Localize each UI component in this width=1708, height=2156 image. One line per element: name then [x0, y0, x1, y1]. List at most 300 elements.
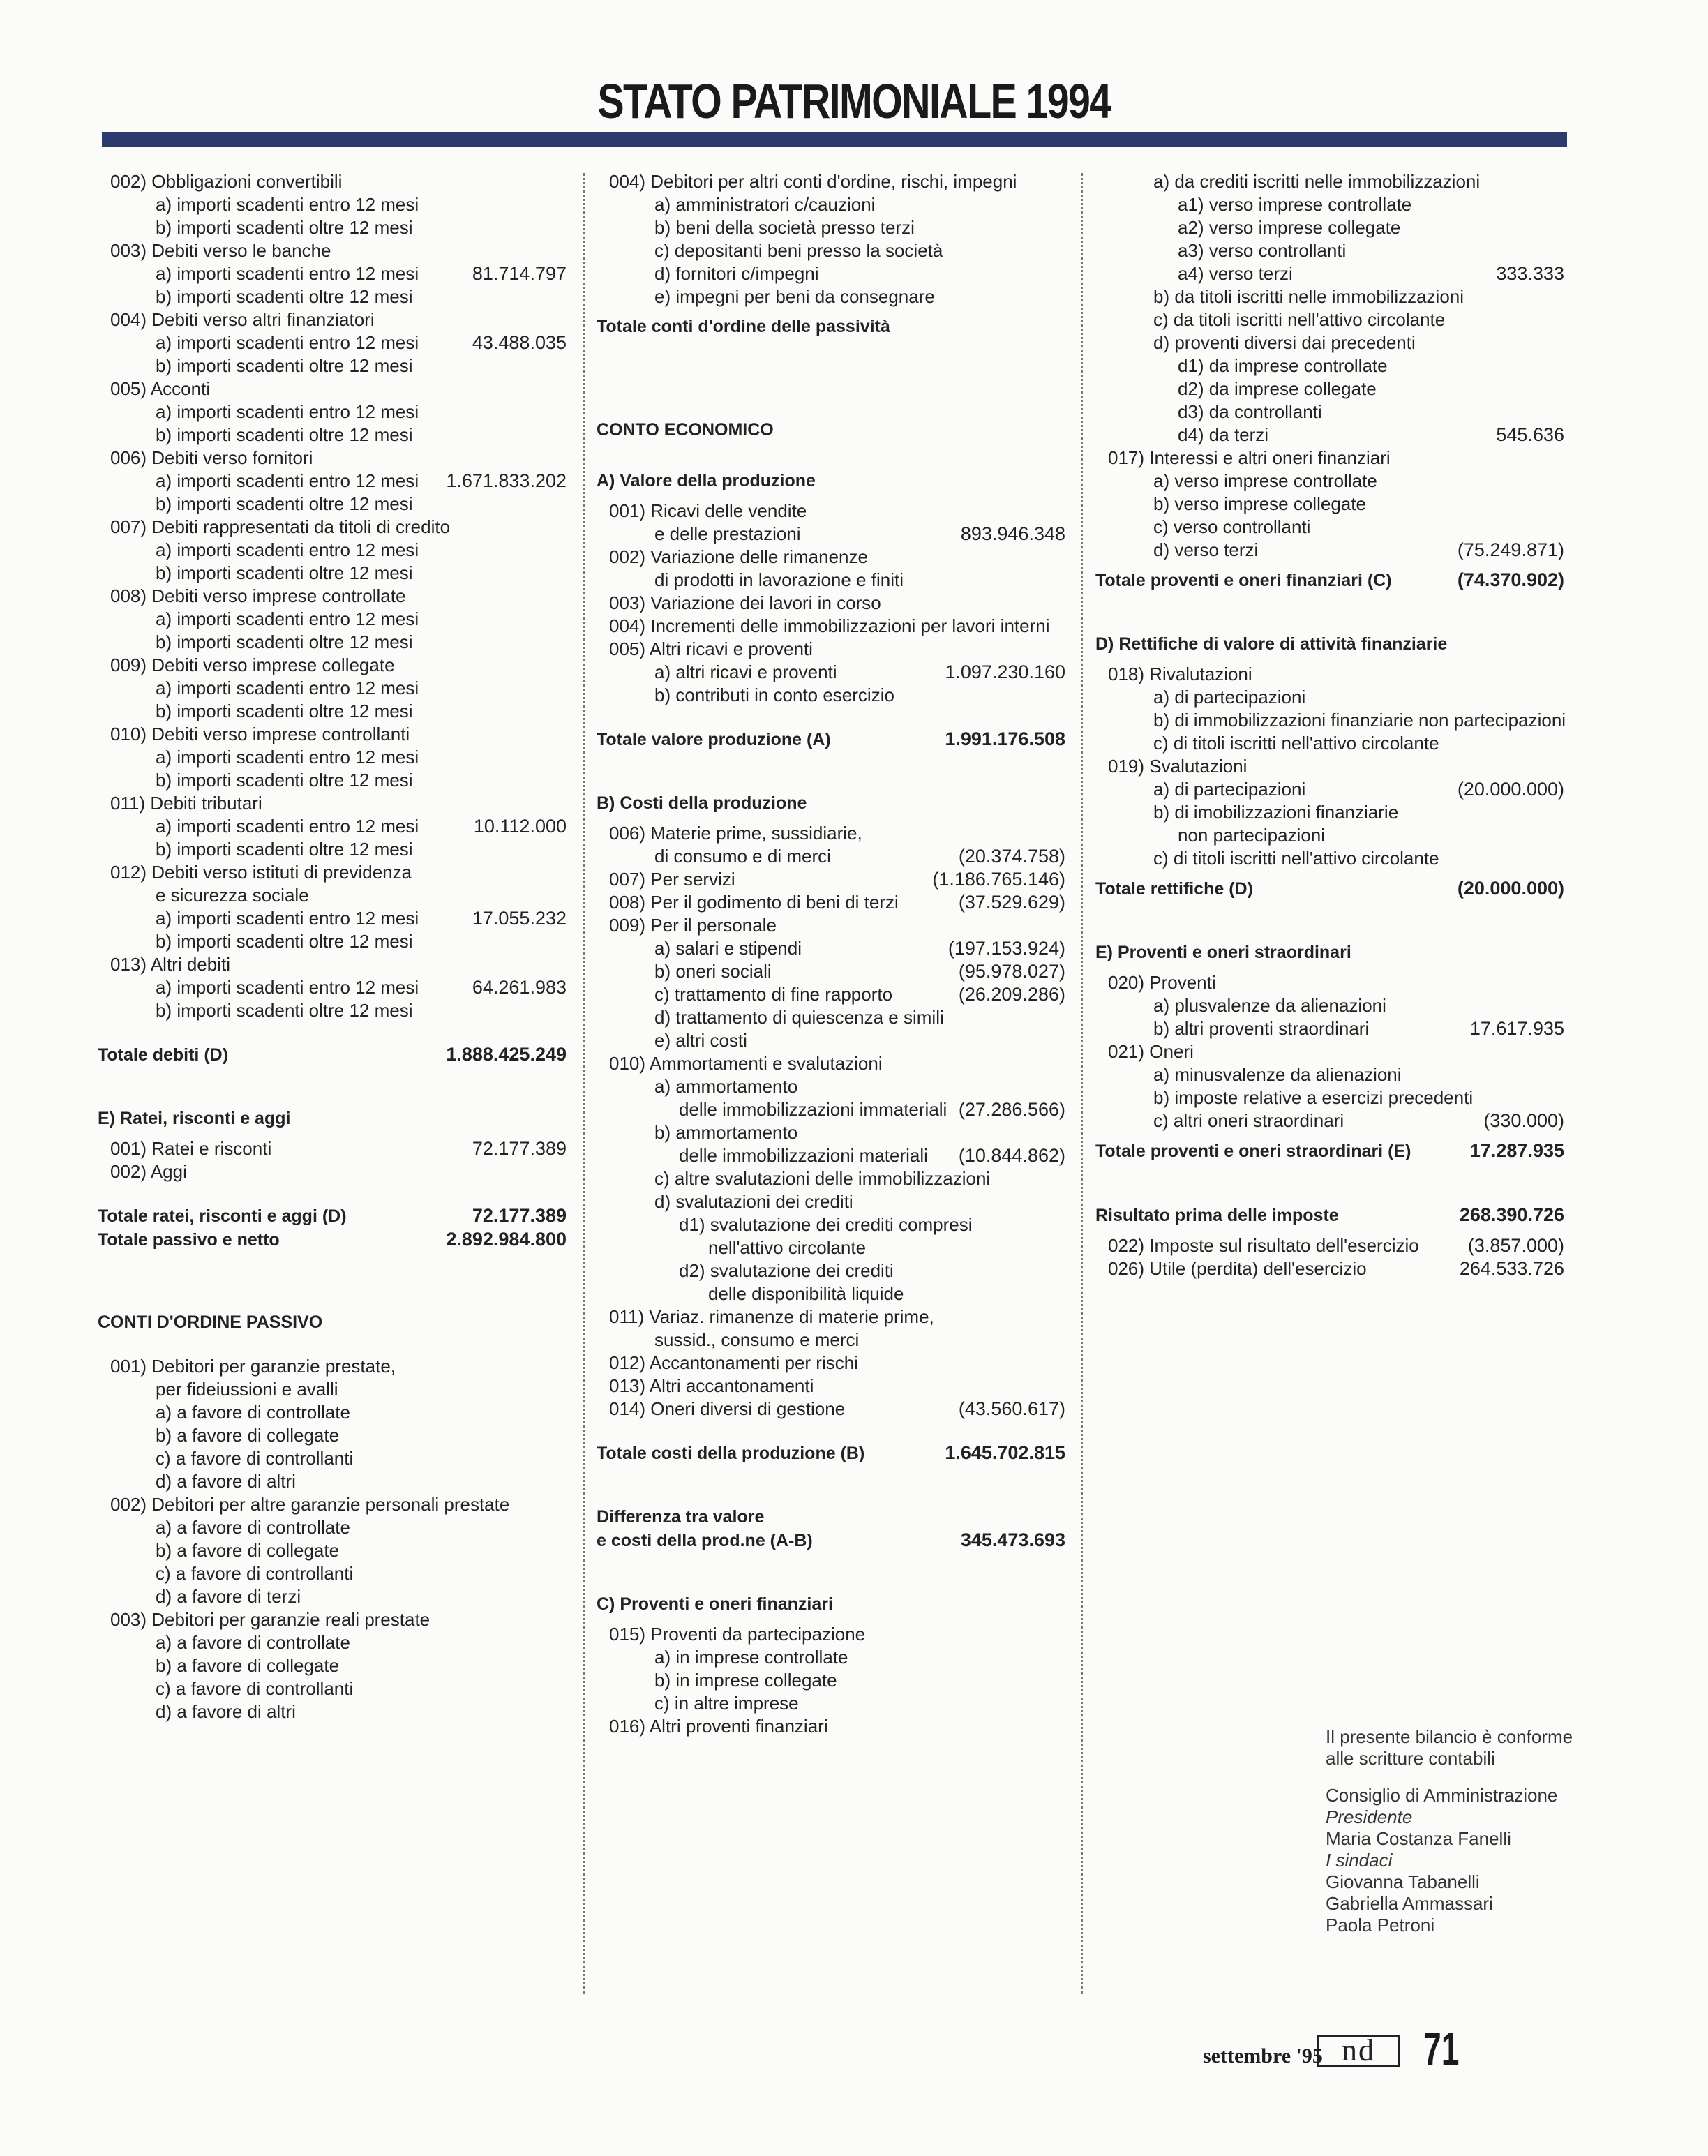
line-item — [597, 1167, 1065, 1190]
line-item — [98, 562, 567, 585]
line-item — [597, 239, 1065, 262]
magazine-logo: nd — [1317, 2035, 1400, 2067]
line-label: d) a favore di altri — [156, 1471, 296, 1492]
line-label: 013) Altri debiti — [110, 954, 230, 975]
section-heading-row — [98, 1228, 567, 1252]
line-label: c) di titoli iscritti nell'attivo circolante — [1153, 733, 1439, 754]
line-label: d) verso terzi — [1153, 539, 1259, 560]
line-label: Totale passivo e netto — [98, 1230, 280, 1250]
line-amount: (37.529.629) — [958, 892, 1065, 913]
line-item — [1095, 732, 1564, 755]
line-item — [597, 1259, 1065, 1282]
line-item — [597, 914, 1065, 937]
line-label: c) trattamento di fine rapporto — [654, 984, 893, 1005]
spacer — [597, 338, 1065, 398]
line-label: 011) Variaz. rimanenze di materie prime, — [609, 1306, 934, 1327]
line-item — [98, 654, 567, 677]
line-item — [1095, 516, 1564, 539]
line-label: e) altri costi — [654, 1030, 747, 1051]
line-label: b) da titoli iscritti nelle immobilizzazioni — [1153, 286, 1464, 307]
line-item — [597, 1646, 1065, 1669]
line-amount: 893.946.348 — [960, 523, 1065, 544]
line-label: E) Ratei, risconti e aggi — [98, 1109, 291, 1128]
line-item — [98, 1378, 567, 1401]
line-label: b) importi scadenti oltre 12 mesi — [156, 631, 413, 652]
line-label: c) da titoli iscritti nell'attivo circolante — [1153, 309, 1446, 330]
line-item — [597, 193, 1065, 216]
line-item — [597, 262, 1065, 285]
line-amount: 345.473.693 — [960, 1529, 1065, 1550]
line-label: 021) Oneri — [1108, 1041, 1194, 1062]
line-label: a) minusvalenze da alienazioni — [1153, 1064, 1402, 1085]
spacer — [1095, 901, 1564, 941]
line-label: d2) svalutazione dei crediti — [679, 1260, 894, 1281]
line-label: nell'attivo circolante — [708, 1237, 867, 1258]
spacer — [597, 707, 1065, 728]
section-heading-row — [98, 1204, 567, 1228]
section-heading-row — [1095, 877, 1564, 901]
line-item — [98, 884, 567, 907]
note-line: I sindaci — [1326, 1850, 1393, 1871]
line-label: d) fornitori c/impegni — [654, 263, 819, 284]
line-item — [597, 661, 1065, 684]
line-item — [1095, 1086, 1564, 1109]
section-heading-row — [597, 1506, 1065, 1529]
line-item — [597, 1328, 1065, 1352]
line-item — [597, 1006, 1065, 1029]
section-heading-row — [597, 1442, 1065, 1465]
line-label: 009) Debiti verso imprese collegate — [110, 654, 395, 675]
spacer — [597, 751, 1065, 792]
note-line: Consiglio di Amministrazione — [1326, 1785, 1558, 1806]
spacer — [98, 1067, 567, 1107]
line-label: sussid., consumo e merci — [654, 1329, 860, 1350]
note-line: Maria Costanza Fanelli — [1326, 1828, 1511, 1849]
line-item — [597, 569, 1065, 592]
line-item — [98, 1516, 567, 1539]
line-amount: 1.888.425.249 — [446, 1044, 567, 1065]
line-item — [98, 1585, 567, 1608]
section-heading-row — [597, 792, 1065, 815]
line-label: a) importi scadenti entro 12 mesi — [156, 470, 419, 491]
line-item — [98, 516, 567, 539]
line-item — [1095, 971, 1564, 994]
line-label: 004) Debiti verso altri finanziatori — [110, 309, 375, 330]
line-label: b) importi scadenti oltre 12 mesi — [156, 931, 413, 952]
line-label: e costi della prod.ne (A-B) — [597, 1531, 813, 1550]
line-label: 007) Per servizi — [609, 869, 735, 890]
note-line: Giovanna Tabanelli — [1326, 1871, 1480, 1892]
line-label: c) di titoli iscritti nell'attivo circolante — [1153, 848, 1439, 869]
line-label: c) a favore di controllanti — [156, 1678, 354, 1699]
line-label: delle immobilizzazioni materiali — [679, 1145, 928, 1166]
spacer — [1095, 964, 1564, 971]
line-item — [1095, 424, 1564, 447]
line-amount: (330.000) — [1483, 1110, 1564, 1131]
line-item — [98, 1160, 567, 1183]
section-heading-row — [597, 1593, 1065, 1616]
spacer — [1095, 562, 1564, 569]
line-item — [98, 1631, 567, 1654]
line-label: a) da crediti iscritti nelle immobilizzazioni — [1153, 171, 1481, 192]
line-label: b) importi scadenti oltre 12 mesi — [156, 217, 413, 238]
line-amount: (74.370.902) — [1457, 569, 1564, 590]
line-label: d1) da imprese controllate — [1178, 355, 1388, 376]
line-item — [1095, 285, 1564, 308]
line-label: 006) Debiti verso fornitori — [110, 447, 313, 468]
line-label: C) Proventi e oneri finanziari — [597, 1594, 833, 1614]
section-heading-row — [1095, 569, 1564, 592]
line-item — [597, 216, 1065, 239]
line-label: E) Proventi e oneri straordinari — [1095, 943, 1351, 962]
line-label: D) Rettifiche di valore di attività finanziarie — [1095, 634, 1448, 654]
line-label: b) altri proventi straordinari — [1153, 1018, 1370, 1039]
line-label: 019) Svalutazioni — [1108, 756, 1248, 777]
line-label: 001) Ricavi delle vendite — [609, 500, 807, 521]
line-item — [98, 1562, 567, 1585]
line-label: 002) Debitori per altre garanzie personali prestate — [110, 1494, 510, 1515]
line-label: 002) Obbligazioni convertibili — [110, 171, 343, 192]
line-label: d) proventi diversi dai precedenti — [1153, 332, 1416, 353]
line-label: Totale ratei, risconti e aggi (D) — [98, 1206, 347, 1226]
line-label: 011) Debiti tributari — [110, 793, 262, 814]
section-heading-row — [597, 1529, 1065, 1552]
line-item — [98, 170, 567, 193]
line-label: b) importi scadenti oltre 12 mesi — [156, 770, 413, 791]
line-label: a) altri ricavi e proventi — [654, 661, 837, 682]
line-item — [98, 1470, 567, 1493]
line-label: B) Costi della produzione — [597, 793, 807, 813]
line-amount: (75.249.871) — [1457, 539, 1564, 560]
line-label: CONTI D'ORDINE PASSIVO — [98, 1312, 323, 1332]
section-heading-row — [98, 1311, 567, 1334]
spacer — [1095, 1132, 1564, 1139]
line-item — [98, 953, 567, 976]
line-label: a) a favore di controllate — [156, 1632, 350, 1653]
line-label: non partecipazioni — [1178, 825, 1326, 846]
line-label: a) in imprese controllate — [654, 1647, 848, 1668]
line-label: b) importi scadenti oltre 12 mesi — [156, 839, 413, 860]
line-item — [597, 1623, 1065, 1646]
line-amount: 545.636 — [1496, 424, 1564, 445]
line-label: 007) Debiti rappresentati da titoli di credito — [110, 516, 451, 537]
line-item — [98, 239, 567, 262]
line-item — [1095, 216, 1564, 239]
line-label: 003) Debiti verso le banche — [110, 240, 331, 261]
line-item — [1095, 308, 1564, 331]
line-amount: 1.645.702.815 — [945, 1442, 1065, 1463]
line-item — [98, 907, 567, 930]
line-item — [597, 983, 1065, 1006]
line-amount: (197.153.924) — [947, 938, 1065, 959]
line-amount: (43.560.617) — [958, 1398, 1065, 1419]
line-item — [597, 1282, 1065, 1305]
line-label: d4) da terzi — [1178, 424, 1269, 445]
line-item — [597, 1213, 1065, 1236]
line-item — [597, 1692, 1065, 1715]
line-label: b) di immobilizzazioni finanziarie non partecipazioni — [1153, 710, 1566, 731]
note-line: Paola Petroni — [1326, 1915, 1435, 1936]
line-item — [597, 592, 1065, 615]
line-item — [98, 1700, 567, 1723]
line-label: b) a favore di collegate — [156, 1425, 340, 1446]
line-label: 018) Rivalutazioni — [1108, 664, 1252, 684]
line-item — [98, 1677, 567, 1700]
line-label: 005) Altri ricavi e proventi — [609, 638, 813, 659]
line-label: 017) Interessi e altri oneri finanziari — [1108, 447, 1391, 468]
line-item — [98, 1539, 567, 1562]
line-item — [597, 891, 1065, 914]
line-label: a) verso imprese controllate — [1153, 470, 1377, 491]
line-item — [1095, 400, 1564, 424]
line-label: Totale proventi e oneri straordinari (E) — [1095, 1141, 1411, 1161]
line-label: a) importi scadenti entro 12 mesi — [156, 977, 419, 998]
section-heading-row — [98, 1107, 567, 1130]
line-item — [597, 822, 1065, 845]
line-item — [597, 960, 1065, 983]
line-label: 009) Per il personale — [609, 915, 777, 936]
spacer — [597, 1421, 1065, 1442]
line-label: 003) Debitori per garanzie reali prestate — [110, 1609, 430, 1630]
line-label: a) salari e stipendi — [654, 938, 802, 959]
line-label: Totale debiti (D) — [98, 1045, 229, 1065]
line-item — [597, 500, 1065, 523]
line-item — [98, 631, 567, 654]
line-item — [597, 170, 1065, 193]
line-label: a) importi scadenti entro 12 mesi — [156, 908, 419, 929]
line-label: b) contributi in conto esercizio — [654, 684, 894, 705]
line-label: delle immobilizzazioni immateriali — [679, 1099, 947, 1120]
line-item — [1095, 778, 1564, 801]
line-item — [597, 1236, 1065, 1259]
line-item — [98, 792, 567, 815]
line-item — [597, 1669, 1065, 1692]
line-item — [597, 868, 1065, 891]
line-item — [1095, 539, 1564, 562]
line-amount: 1.671.833.202 — [446, 470, 567, 491]
line-label: d1) svalutazione dei crediti compresi — [679, 1214, 973, 1235]
line-item — [98, 746, 567, 769]
line-item — [98, 815, 567, 838]
page-title: STATO PATRIMONIALE 1994 — [597, 74, 1111, 128]
line-label: a) importi scadenti entro 12 mesi — [156, 401, 419, 422]
spacer — [597, 463, 1065, 470]
spacer — [597, 493, 1065, 500]
note-line: alle scritture contabili — [1326, 1748, 1495, 1769]
spacer — [98, 1022, 567, 1043]
line-label: a) a favore di controllate — [156, 1402, 350, 1423]
line-amount: 72.177.389 — [472, 1138, 567, 1159]
line-amount: (10.844.862) — [958, 1145, 1065, 1166]
line-label: e delle prestazioni — [654, 523, 801, 544]
line-item — [1095, 447, 1564, 470]
spacer — [98, 1130, 567, 1137]
line-label: b) oneri sociali — [654, 961, 772, 982]
line-item — [1095, 847, 1564, 870]
line-item — [98, 769, 567, 792]
line-item — [98, 193, 567, 216]
line-label: 022) Imposte sul risultato dell'esercizio — [1108, 1235, 1419, 1256]
line-item — [597, 1052, 1065, 1075]
section-heading-row — [597, 728, 1065, 751]
line-item — [98, 354, 567, 377]
line-label: 008) Per il godimento di beni di terzi — [609, 892, 899, 913]
line-item — [1095, 1040, 1564, 1063]
line-label: 001) Debitori per garanzie prestate, — [110, 1356, 396, 1377]
line-label: Risultato prima delle imposte — [1095, 1206, 1339, 1225]
line-label: b) importi scadenti oltre 12 mesi — [156, 424, 413, 445]
line-label: 005) Acconti — [110, 378, 211, 399]
line-label: a4) verso terzi — [1178, 263, 1293, 284]
spacer — [597, 1465, 1065, 1506]
line-label: a1) verso imprese controllate — [1178, 194, 1412, 215]
line-item — [1095, 331, 1564, 354]
line-amount: 268.390.726 — [1459, 1204, 1564, 1225]
note-line: Presidente — [1326, 1806, 1413, 1827]
line-label: di prodotti in lavorazione e finiti — [654, 569, 904, 590]
line-item — [98, 1493, 567, 1516]
line-item — [1095, 663, 1564, 686]
line-amount: (20.374.758) — [958, 846, 1065, 867]
line-label: b) verso imprese collegate — [1153, 493, 1366, 514]
line-item — [1095, 377, 1564, 400]
line-label: 012) Debiti verso istituti di previdenza — [110, 862, 412, 883]
line-item — [1095, 170, 1564, 193]
line-amount: 1.097.230.160 — [945, 661, 1065, 682]
line-item — [597, 1715, 1065, 1738]
line-label: 004) Incrementi delle immobilizzazioni per lavori interni — [609, 615, 1050, 636]
line-label: 003) Variazione dei lavori in corso — [609, 592, 881, 613]
line-item — [98, 447, 567, 470]
line-label: c) verso controllanti — [1153, 516, 1311, 537]
line-label: d) a favore di altri — [156, 1701, 296, 1722]
line-amount: (20.000.000) — [1457, 779, 1564, 800]
line-item — [98, 400, 567, 424]
line-item — [597, 1075, 1065, 1098]
section-heading-row — [1095, 633, 1564, 656]
line-label: b) a favore di collegate — [156, 1540, 340, 1561]
line-label: a) di partecipazioni — [1153, 779, 1306, 800]
line-amount: 2.892.984.800 — [446, 1229, 567, 1250]
line-label: c) altre svalutazioni delle immobilizzazioni — [654, 1168, 991, 1189]
line-label: 020) Proventi — [1108, 972, 1216, 993]
line-item — [597, 1305, 1065, 1328]
line-label: Totale rettifiche (D) — [1095, 879, 1253, 899]
line-item — [597, 638, 1065, 661]
line-item — [98, 1608, 567, 1631]
line-item — [597, 1398, 1065, 1421]
line-item — [1095, 1017, 1564, 1040]
line-label: b) importi scadenti oltre 12 mesi — [156, 355, 413, 376]
line-amount: 17.287.935 — [1469, 1140, 1564, 1161]
line-amount: 17.055.232 — [472, 908, 567, 929]
line-label: 006) Materie prime, sussidiarie, — [609, 823, 862, 844]
line-item — [98, 493, 567, 516]
line-item — [1095, 1257, 1564, 1280]
line-label: e sicurezza sociale — [156, 885, 309, 906]
line-label: d) a favore di terzi — [156, 1586, 301, 1607]
line-label: 010) Ammortamenti e svalutazioni — [609, 1053, 883, 1074]
line-item — [597, 1029, 1065, 1052]
spacer — [597, 1552, 1065, 1593]
column-passivo — [98, 170, 567, 1723]
line-item — [1095, 1109, 1564, 1132]
line-amount: (26.209.286) — [958, 984, 1065, 1005]
spacer — [1326, 1769, 1573, 1785]
line-label: e) impegni per beni da consegnare — [654, 286, 935, 307]
line-amount: 264.533.726 — [1459, 1258, 1564, 1279]
line-label: a) importi scadenti entro 12 mesi — [156, 816, 419, 837]
line-item — [98, 608, 567, 631]
line-item — [98, 838, 567, 861]
line-item — [1095, 239, 1564, 262]
line-label: a) importi scadenti entro 12 mesi — [156, 747, 419, 768]
line-item — [98, 861, 567, 884]
line-label: c) depositanti beni presso la società — [654, 240, 943, 261]
line-label: delle disponibilità liquide — [708, 1283, 904, 1304]
line-amount: 64.261.983 — [472, 977, 567, 998]
line-item — [1095, 994, 1564, 1017]
line-item — [98, 539, 567, 562]
line-item — [1095, 824, 1564, 847]
spacer — [597, 308, 1065, 315]
line-item — [1095, 193, 1564, 216]
line-label: 015) Proventi da partecipazione — [609, 1624, 866, 1645]
line-item — [597, 285, 1065, 308]
section-heading-row — [597, 315, 1065, 338]
line-item — [98, 585, 567, 608]
line-amount: 333.333 — [1496, 263, 1564, 284]
line-item — [98, 1654, 567, 1677]
line-label: b) a favore di collegate — [156, 1655, 340, 1676]
line-label: A) Valore della produzione — [597, 471, 816, 491]
line-label: c) a favore di controllanti — [156, 1563, 354, 1584]
column-conto-economico — [597, 170, 1065, 1738]
line-label: b) imposte relative a esercizi precedenti — [1153, 1087, 1474, 1108]
column-divider — [1081, 173, 1083, 1994]
line-item — [98, 677, 567, 700]
line-label: 002) Aggi — [110, 1161, 187, 1182]
line-label: b) ammortamento — [654, 1122, 798, 1143]
line-label: 001) Ratei e risconti — [110, 1138, 272, 1159]
line-item — [98, 999, 567, 1022]
line-item — [597, 1190, 1065, 1213]
line-item — [1095, 493, 1564, 516]
line-item — [98, 1355, 567, 1378]
line-label: b) importi scadenti oltre 12 mesi — [156, 701, 413, 721]
line-amount: 43.488.035 — [472, 332, 567, 353]
line-label: 016) Altri proventi finanziari — [609, 1716, 828, 1737]
line-label: a) importi scadenti entro 12 mesi — [156, 678, 419, 698]
section-heading-row — [597, 419, 1065, 442]
spacer — [1095, 1227, 1564, 1234]
line-item — [597, 937, 1065, 960]
line-label: b) di imobilizzazioni finanziarie — [1153, 802, 1399, 823]
line-item — [98, 930, 567, 953]
line-item — [98, 285, 567, 308]
section-heading-row — [1095, 1139, 1564, 1163]
section-heading-row — [1095, 941, 1564, 964]
line-item — [597, 1375, 1065, 1398]
issue-date: settembre '95 — [1203, 2044, 1323, 2067]
line-label: c) a favore di controllanti — [156, 1448, 354, 1469]
line-item — [1095, 354, 1564, 377]
line-item — [98, 1447, 567, 1470]
line-item — [597, 684, 1065, 707]
line-item — [98, 377, 567, 400]
line-item — [98, 723, 567, 746]
line-label: a) plusvalenze da alienazioni — [1153, 995, 1386, 1016]
